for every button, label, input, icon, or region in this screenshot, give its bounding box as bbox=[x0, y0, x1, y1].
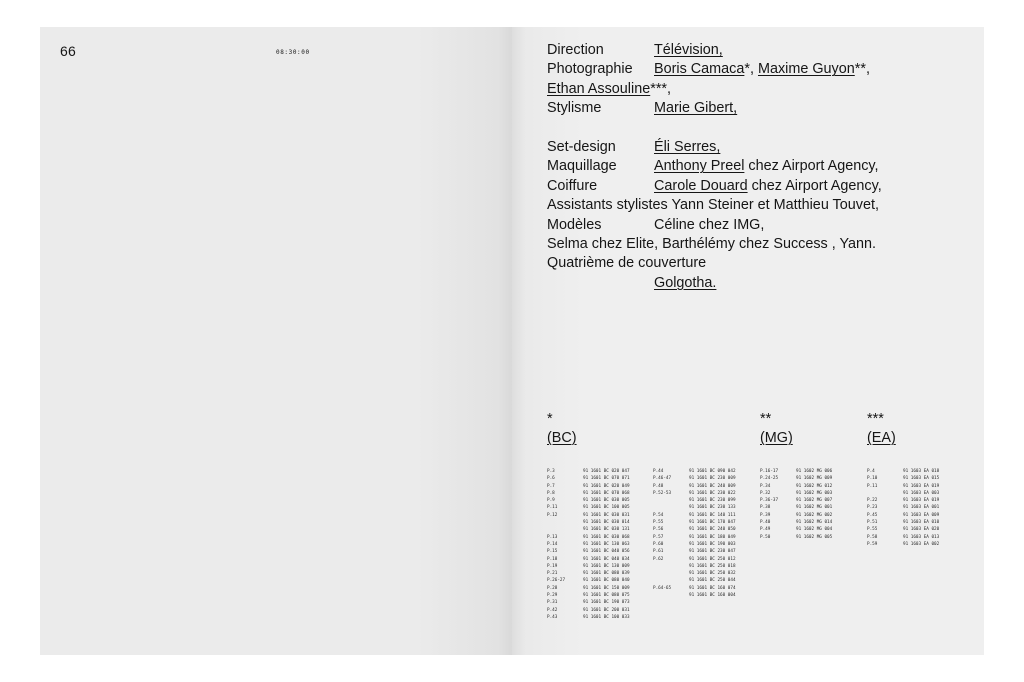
credit-name: Ethan Assouline bbox=[547, 80, 651, 97]
index-row bbox=[547, 585, 647, 592]
index-page-ref: P.24-25 bbox=[760, 476, 779, 482]
index-image-code: 91 1601 BC 140 111 bbox=[689, 512, 736, 518]
credit-row bbox=[547, 254, 967, 273]
index-image-code: 91 1601 BC 170 047 bbox=[689, 520, 736, 526]
index-row bbox=[867, 483, 967, 490]
index-list-bc-1 bbox=[547, 468, 647, 621]
index-row bbox=[547, 541, 647, 548]
magazine-spread bbox=[40, 27, 984, 655]
footnote-marker-bc: * bbox=[547, 411, 553, 427]
index-row bbox=[653, 483, 753, 490]
credit-value bbox=[654, 177, 882, 196]
index-row bbox=[653, 556, 753, 563]
credit-text: chez Airport Agency, bbox=[744, 158, 879, 175]
index-image-code: 91 1601 BC 230 047 bbox=[689, 549, 736, 555]
index-image-code: 91 1601 BC 230 022 bbox=[689, 490, 736, 496]
credit-label: Set-design bbox=[547, 138, 616, 155]
index-page-ref: P.23 bbox=[867, 505, 878, 511]
index-row bbox=[867, 541, 967, 548]
credit-name: Éli Serres, bbox=[654, 138, 721, 155]
index-image-code: 91 1601 BC 030 014 bbox=[583, 520, 630, 526]
index-page-ref: P.42 bbox=[547, 607, 558, 613]
index-row bbox=[653, 504, 753, 511]
index-image-code: 91 1601 BC 240 050 bbox=[689, 527, 736, 533]
index-page-ref: P.7 bbox=[547, 483, 555, 489]
index-image-code: 91 1601 BC 200 031 bbox=[583, 607, 630, 613]
index-image-code: 91 1603 EA 009 bbox=[903, 512, 940, 518]
index-row bbox=[547, 614, 647, 621]
credit-value bbox=[654, 274, 716, 293]
index-image-code: 91 1601 BC 240 009 bbox=[689, 483, 736, 489]
index-image-code: 91 1603 EA 013 bbox=[903, 534, 940, 540]
index-row bbox=[547, 504, 647, 511]
index-row bbox=[547, 519, 647, 526]
credit-text: Quatrième de couverture bbox=[547, 255, 707, 272]
index-row bbox=[760, 504, 860, 511]
credit-line bbox=[547, 80, 671, 99]
index-page-ref: P.6 bbox=[547, 476, 555, 482]
credit-line bbox=[547, 235, 876, 254]
index-row bbox=[867, 475, 967, 482]
credit-text: ***, bbox=[650, 80, 672, 97]
index-page-ref: P.26-27 bbox=[547, 578, 566, 584]
credit-text: **, bbox=[854, 61, 870, 78]
index-page-ref: P.14 bbox=[547, 541, 558, 547]
index-page-ref: P.9 bbox=[547, 498, 555, 504]
index-row bbox=[547, 563, 647, 570]
index-page-ref: P.19 bbox=[547, 563, 558, 569]
credit-row bbox=[547, 80, 967, 99]
index-image-code: 91 1601 BC 030 131 bbox=[583, 527, 630, 533]
credit-label: Maquillage bbox=[547, 158, 617, 175]
index-row bbox=[760, 483, 860, 490]
credit-value bbox=[654, 99, 737, 118]
credit-name: Carole Douard bbox=[654, 177, 748, 194]
index-page-ref: P.64-65 bbox=[653, 585, 672, 591]
index-image-code: 91 1601 BC 030 068 bbox=[583, 534, 630, 540]
footnote-code-bc: (BC) bbox=[547, 430, 577, 446]
index-row bbox=[867, 497, 967, 504]
index-image-code: 91 1601 BC 100 005 bbox=[583, 505, 630, 511]
credit-row bbox=[547, 274, 967, 293]
index-page-ref: P.8 bbox=[547, 490, 555, 496]
credit-row bbox=[547, 216, 967, 235]
index-row bbox=[547, 599, 647, 606]
index-page-ref: P.49 bbox=[760, 527, 771, 533]
index-image-code: 91 1601 BC 160 074 bbox=[689, 585, 736, 591]
credit-row bbox=[547, 177, 967, 196]
index-row bbox=[547, 483, 647, 490]
index-image-code: 91 1603 EA 001 bbox=[903, 505, 940, 511]
index-page-ref: P.39 bbox=[760, 512, 771, 518]
index-image-code: 91 1601 BC 080 039 bbox=[583, 571, 630, 577]
index-page-ref: P.52-53 bbox=[653, 490, 672, 496]
index-row bbox=[547, 512, 647, 519]
credits-spacer bbox=[547, 119, 967, 138]
index-page-ref: P.61 bbox=[653, 549, 664, 555]
index-row bbox=[760, 468, 860, 475]
index-page-ref: P.45 bbox=[867, 512, 878, 518]
index-row bbox=[653, 526, 753, 533]
index-image-code: 91 1601 BC 020 049 bbox=[583, 483, 630, 489]
credit-row bbox=[547, 157, 967, 176]
timecode: 08:30:00 bbox=[276, 49, 310, 56]
index-page-ref: P.44 bbox=[653, 469, 664, 474]
index-list-ea bbox=[867, 468, 967, 548]
credits-block bbox=[547, 41, 967, 293]
credit-value bbox=[654, 60, 870, 79]
index-row bbox=[653, 570, 753, 577]
credit-row bbox=[547, 60, 967, 79]
credit-label: Direction bbox=[547, 42, 604, 58]
index-image-code: 91 1601 BC 080 075 bbox=[583, 593, 630, 599]
index-row bbox=[653, 592, 753, 599]
index-row bbox=[547, 468, 647, 475]
index-row bbox=[547, 475, 647, 482]
index-page-ref: P.55 bbox=[867, 527, 878, 533]
index-row bbox=[653, 563, 753, 570]
index-image-code: 91 1601 BC 250 018 bbox=[689, 563, 736, 569]
index-row bbox=[653, 541, 753, 548]
index-row bbox=[653, 497, 753, 504]
credit-text: *, bbox=[744, 61, 758, 78]
index-row bbox=[653, 475, 753, 482]
index-row bbox=[760, 497, 860, 504]
footnote-marker-ea: *** bbox=[867, 411, 884, 427]
index-image-code: 91 1602 MG 012 bbox=[796, 483, 833, 489]
credit-name: Anthony Preel bbox=[654, 158, 745, 175]
credit-name: Télévision, bbox=[654, 42, 723, 58]
index-image-code: 91 1601 BC 250 032 bbox=[689, 571, 736, 577]
credit-name: Marie Gibert, bbox=[654, 100, 738, 117]
credit-label: Coiffure bbox=[547, 177, 598, 194]
index-image-code: 91 1603 EA 002 bbox=[903, 541, 940, 547]
credit-row bbox=[547, 235, 967, 254]
index-row bbox=[867, 468, 967, 475]
index-image-code: 91 1601 BC 190 073 bbox=[583, 600, 630, 606]
index-page-ref: P.11 bbox=[867, 483, 878, 489]
index-list-mg bbox=[760, 468, 860, 541]
footnote-code-ea: (EA) bbox=[867, 430, 896, 446]
index-image-code: 91 1601 BC 070 068 bbox=[583, 490, 630, 496]
index-image-code: 91 1601 BC 250 012 bbox=[689, 556, 736, 562]
credit-row bbox=[547, 138, 967, 157]
index-row bbox=[547, 490, 647, 497]
credit-text: Selma chez Elite, Barthélémy chez Success , Yann. bbox=[547, 235, 877, 252]
index-image-code: 91 1601 BC 250 044 bbox=[689, 578, 736, 584]
index-image-code: 91 1601 BC 130 009 bbox=[583, 563, 630, 569]
index-image-code: 91 1603 EA 018 bbox=[903, 469, 940, 474]
index-image-code: 91 1601 BC 230 133 bbox=[689, 505, 736, 511]
index-row bbox=[867, 504, 967, 511]
credit-label: Photographie bbox=[547, 61, 633, 78]
index-page-ref: P.56 bbox=[653, 527, 664, 533]
index-page-ref: P.21 bbox=[547, 571, 558, 577]
index-row bbox=[867, 526, 967, 533]
index-page-ref: P.59 bbox=[867, 541, 878, 547]
index-row bbox=[547, 497, 647, 504]
index-page-ref: P.4 bbox=[867, 469, 875, 474]
credit-value bbox=[654, 41, 723, 60]
index-row bbox=[653, 577, 753, 584]
index-row bbox=[653, 585, 753, 592]
index-page-ref: P.22 bbox=[867, 498, 878, 504]
index-image-code: 91 1602 MG 009 bbox=[796, 476, 833, 482]
index-image-code: 91 1601 BC 070 071 bbox=[583, 476, 630, 482]
index-page-ref: P.50 bbox=[760, 534, 771, 540]
index-row bbox=[867, 534, 967, 541]
index-image-code: 91 1601 BC 040 034 bbox=[583, 556, 630, 562]
index-image-code: 91 1601 BC 130 063 bbox=[583, 541, 630, 547]
index-image-code: 91 1601 BC 230 009 bbox=[689, 476, 736, 482]
index-page-ref: P.13 bbox=[547, 534, 558, 540]
index-page-ref: P.40 bbox=[760, 520, 771, 526]
index-row bbox=[760, 512, 860, 519]
index-row bbox=[653, 512, 753, 519]
index-image-code: 91 1601 BC 150 009 bbox=[583, 585, 630, 591]
index-image-code: 91 1602 MG 003 bbox=[796, 490, 833, 496]
index-page-ref: P.28 bbox=[547, 585, 558, 591]
index-row bbox=[867, 490, 967, 497]
index-row bbox=[547, 570, 647, 577]
index-page-ref: P.43 bbox=[547, 614, 558, 620]
index-page-ref: P.48 bbox=[653, 483, 664, 489]
index-page-ref: P.34 bbox=[760, 483, 771, 489]
index-image-code: 91 1602 MG 014 bbox=[796, 520, 833, 526]
index-image-code: 91 1603 EA 020 bbox=[903, 527, 940, 533]
index-row bbox=[867, 519, 967, 526]
index-image-code: 91 1601 BC 180 049 bbox=[689, 534, 736, 540]
index-row bbox=[547, 556, 647, 563]
credit-name: Boris Camaca bbox=[654, 61, 745, 78]
index-image-code: 91 1602 MG 006 bbox=[796, 469, 833, 474]
index-page-ref: P.62 bbox=[653, 556, 664, 562]
credit-line bbox=[547, 254, 706, 273]
credit-row bbox=[547, 196, 967, 215]
credit-value bbox=[654, 216, 764, 235]
index-image-code: 91 1601 BC 030 031 bbox=[583, 512, 630, 518]
index-list-bc-2 bbox=[653, 468, 753, 599]
index-page-ref: P.60 bbox=[653, 541, 664, 547]
index-row bbox=[760, 519, 860, 526]
credit-label: Modèles bbox=[547, 216, 602, 233]
index-row bbox=[760, 534, 860, 541]
index-image-code: 91 1601 BC 030 005 bbox=[583, 498, 630, 504]
credit-value bbox=[654, 138, 720, 157]
index-image-code: 91 1602 MG 004 bbox=[796, 527, 833, 533]
left-page bbox=[40, 27, 512, 655]
index-page-ref: P.18 bbox=[547, 556, 558, 562]
credit-name: Maxime Guyon bbox=[757, 61, 855, 78]
index-page-ref: P.57 bbox=[653, 534, 664, 540]
index-row bbox=[547, 577, 647, 584]
index-page-ref: P.55 bbox=[653, 520, 664, 526]
index-row bbox=[547, 526, 647, 533]
page-number: 66 bbox=[60, 43, 76, 59]
index-image-code: 91 1603 EA 019 bbox=[903, 483, 940, 489]
index-image-code: 91 1601 BC 020 047 bbox=[583, 469, 630, 474]
index-row bbox=[653, 534, 753, 541]
index-image-code: 91 1603 EA 003 bbox=[903, 490, 940, 496]
credit-text: Assistants stylistes Yann Steiner et Matthieu Touvet, bbox=[547, 197, 879, 214]
index-page-ref: P.38 bbox=[760, 505, 771, 511]
right-page bbox=[512, 27, 984, 655]
index-page-ref: P.15 bbox=[547, 549, 558, 555]
index-page-ref: P.54 bbox=[653, 512, 664, 518]
index-row bbox=[653, 548, 753, 555]
index-page-ref: P.36-37 bbox=[760, 498, 779, 504]
index-row bbox=[547, 534, 647, 541]
index-row bbox=[653, 468, 753, 475]
index-image-code: 91 1601 BC 160 004 bbox=[689, 593, 736, 599]
index-row bbox=[653, 519, 753, 526]
index-page-ref: P.29 bbox=[547, 593, 558, 599]
index-page-ref: P.11 bbox=[547, 505, 558, 511]
credit-label: Stylisme bbox=[547, 100, 602, 117]
credit-name: Golgotha. bbox=[654, 274, 717, 291]
index-image-code: 91 1602 MG 007 bbox=[796, 498, 833, 504]
index-image-code: 91 1601 BC 190 003 bbox=[689, 541, 736, 547]
index-page-ref: P.31 bbox=[547, 600, 558, 606]
index-page-ref: P.10 bbox=[867, 476, 878, 482]
index-page-ref: P.46-47 bbox=[653, 476, 672, 482]
index-row bbox=[547, 548, 647, 555]
index-row bbox=[760, 526, 860, 533]
credit-text: chez Airport Agency, bbox=[747, 177, 882, 194]
index-page-ref: P.12 bbox=[547, 512, 558, 518]
credit-row bbox=[547, 99, 967, 118]
index-row bbox=[653, 490, 753, 497]
index-image-code: 91 1603 EA 019 bbox=[903, 498, 940, 504]
index-image-code: 91 1601 BC 090 042 bbox=[689, 469, 736, 474]
credit-value bbox=[654, 157, 879, 176]
index-image-code: 91 1602 MG 005 bbox=[796, 534, 833, 540]
index-page-ref: P.16-17 bbox=[760, 469, 779, 474]
index-image-code: 91 1603 EA 015 bbox=[903, 476, 940, 482]
index-row bbox=[760, 490, 860, 497]
index-page-ref: P.58 bbox=[867, 534, 878, 540]
index-page-ref: P.32 bbox=[760, 490, 771, 496]
index-image-code: 91 1603 EA 010 bbox=[903, 520, 940, 526]
index-page-ref: P.51 bbox=[867, 520, 878, 526]
index-image-code: 91 1602 MG 002 bbox=[796, 512, 833, 518]
index-image-code: 91 1601 BC 080 040 bbox=[583, 578, 630, 584]
index-image-code: 91 1602 MG 001 bbox=[796, 505, 833, 511]
footnote-code-mg: (MG) bbox=[760, 430, 793, 446]
index-page-ref: P.3 bbox=[547, 469, 555, 474]
index-row bbox=[867, 512, 967, 519]
index-row bbox=[760, 475, 860, 482]
credit-line bbox=[547, 196, 879, 215]
index-image-code: 91 1601 BC 230 099 bbox=[689, 498, 736, 504]
index-row bbox=[547, 607, 647, 614]
credit-row bbox=[547, 41, 967, 60]
credit-text: Céline chez IMG, bbox=[654, 216, 765, 233]
index-image-code: 91 1601 BC 100 033 bbox=[583, 614, 630, 620]
footnote-marker-mg: ** bbox=[760, 411, 772, 427]
index-image-code: 91 1601 BC 040 056 bbox=[583, 549, 630, 555]
index-row bbox=[547, 592, 647, 599]
